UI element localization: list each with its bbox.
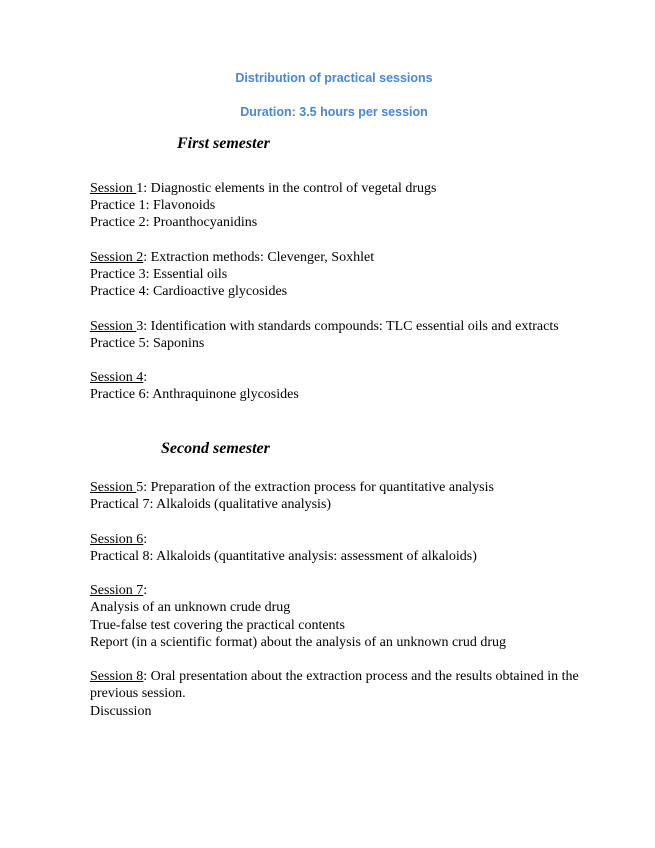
first-semester-heading: First semester <box>177 135 270 152</box>
second-semester-heading: Second semester <box>161 440 270 457</box>
session-4-line <box>90 369 610 386</box>
session-8-description: : Oral presentation about the extraction process and the results obtained in the previous session. <box>90 669 579 702</box>
session-7-item-3: Report (in a scientific format) about the analysis of an unknown crud drug <box>90 634 506 650</box>
session-6-line <box>90 531 610 548</box>
session-7-item-1: Analysis of an unknown crude drug <box>90 600 291 616</box>
second-semester-content <box>90 479 610 720</box>
session-7-description: : <box>143 583 148 599</box>
practice-5: Practice 5: Saponins <box>90 335 205 351</box>
document-title: Distribution of practical sessions <box>235 71 433 85</box>
practice-6: Practice 6: Anthraquinone glycosides <box>90 387 299 403</box>
session-5-label: Session <box>90 480 137 495</box>
session-3-number: 3 <box>136 318 144 334</box>
session-4-label: Session 4 <box>90 370 144 386</box>
session-8-line <box>90 668 585 702</box>
session-7-item-2: True-false test covering the practical contents <box>90 617 345 633</box>
session-8-label: Session 8 <box>90 669 144 685</box>
session-2-line <box>90 249 610 266</box>
session-3-line <box>90 318 610 335</box>
session-5-description: : Preparation of the extraction process for quantitative analysis <box>143 480 494 495</box>
session-8-discussion: Discussion <box>90 703 152 719</box>
session-4-description: : <box>143 370 148 386</box>
session-3-description: : Identification with standards compounds: TLC essential oils and extracts <box>143 318 559 334</box>
session-1-number: 1 <box>136 181 144 196</box>
first-semester-content <box>90 180 610 404</box>
session-2-label: Session 2 <box>90 249 144 265</box>
session-5-number: 5 <box>136 480 144 495</box>
session-2-description: : Extraction methods: Clevenger, Soxhlet <box>143 249 375 265</box>
session-7-label: Session 7 <box>90 583 144 599</box>
session-6-label: Session 6 <box>90 531 144 547</box>
session-3-label: Session <box>90 318 137 334</box>
duration-line: Duration: 3.5 hours per session <box>240 105 428 119</box>
practical-7: Practical 7: Alkaloids (qualitative analysis) <box>90 497 332 513</box>
session-6-description: : <box>143 531 148 547</box>
session-1-line <box>90 180 610 197</box>
session-5-line <box>90 479 610 496</box>
practice-4: Practice 4: Cardioactive glycosides <box>90 284 288 300</box>
session-1-label: Session <box>90 181 137 196</box>
practice-1: Practice 1: Flavonoids <box>90 198 216 214</box>
practical-8: Practical 8: Alkaloids (quantitative analysis: assessment of alkaloids) <box>90 548 477 564</box>
session-7-line <box>90 582 610 599</box>
practice-2: Practice 2: Proanthocyanidins <box>90 215 258 231</box>
practice-3: Practice 3: Essential oils <box>90 267 228 282</box>
session-1-description: : Diagnostic elements in the control of vegetal drugs <box>143 181 437 196</box>
